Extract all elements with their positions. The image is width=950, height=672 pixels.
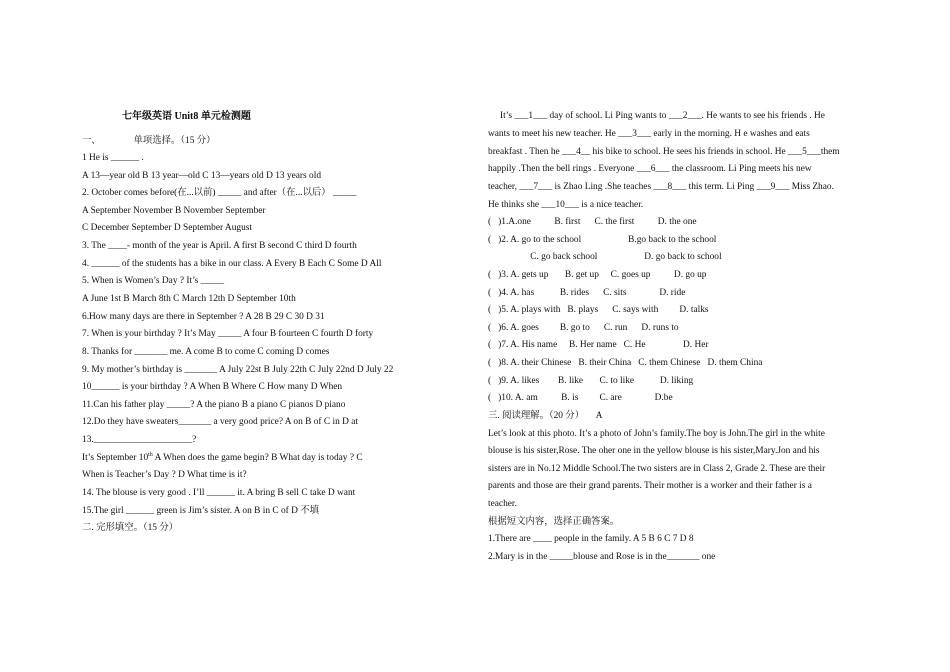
text-line: 15.The girl ______ green is Jim’s sister. A on B in C of D 不填	[82, 506, 319, 516]
question-row: 2.Mary is in the _____blouse and Rose is in the_______ one	[488, 552, 716, 562]
question-row: C. go back school D. go back to school	[488, 252, 722, 262]
text-line: 14. The blouse is very good . I’ll ______ it. A bring B sell C take D want	[82, 488, 356, 498]
superscript: th	[148, 451, 153, 458]
passage-line: wants to meet his new teacher. He ___3___ early in the morning. H e washes and eats	[488, 129, 810, 139]
instruction-line: 根据短文内容，选择正确答案。	[488, 517, 620, 527]
passage-line: happily .Then the bell rings . Everyone ___6___ the classroom. Li Ping meets his new	[488, 164, 812, 174]
passage-line: blouse is his sister,Rose. The oher one in the yellow blouse is his sister,Mary.Jon and his	[488, 446, 820, 456]
question-row: ( )10. A. am B. is C. are D.be	[488, 393, 673, 403]
text-line: 8. Thanks for _______ me. A come B to come C coming D comes	[82, 347, 330, 357]
question-row: ( )9. A. likes B. like C. to like D. liking	[488, 376, 694, 386]
section-heading: 二. 完形填空。（15 分）	[82, 523, 179, 533]
question-row: ( )8. A. their Chinese B. their China C. them Chinese D. them China	[488, 358, 763, 368]
text-line: A June 1st B March 8th C March 12th D September 10th	[82, 294, 296, 304]
text-line: 12.Do they have sweaters_______ a very good price? A on B of C in D at	[82, 417, 358, 427]
passage-line: He thinks she ___10___ is a nice teacher.	[488, 200, 644, 210]
passage-line: teacher, ___7___ is Zhao Ling .She teaches ___8___ this term. Li Ping ___9___ Miss Zhao.	[488, 182, 834, 192]
section-title: 单项选择。（15 分）	[133, 136, 216, 146]
question-row: ( )1.A.one B. first C. the first D. the one	[488, 217, 697, 227]
passage-line: breakfast . Then he ___4__ his bike to school. He sees his friends in school. He ___5___them	[488, 147, 840, 157]
text-line: When is Teacher’s Day ? D What time is it?	[82, 470, 247, 480]
question-row: ( )5. A. plays with B. plays C. says with D. talks	[488, 305, 709, 315]
question-row: ( )2. A. go to the school B.go back to the school	[488, 235, 717, 245]
text-line: A 13—year old B 13 year—old C 13—years old D 13 years old	[82, 171, 322, 181]
text-line: 11.Can his father play _____? A the piano B a piano C pianos D piano	[82, 400, 346, 410]
text-line: 10______ is your birthday ? A When B Where C How many D When	[82, 382, 343, 392]
question-row: ( )7. A. His name B. Her name C. He D. Her	[488, 340, 709, 350]
text-line: 9. My mother’s birthday is _______ A July 22st B July 22th C July 22nd D July 22	[82, 365, 394, 375]
section-heading: 三. 阅读理解。（20 分） A	[488, 411, 603, 421]
passage-line: It’s ___1___ day of school. Li Ping wants to ___2___. He wants to see his friends . He	[500, 111, 825, 121]
passage-line: parents and those are their grand parents. Their mother is a worker and their father is a	[488, 481, 812, 491]
text-line: 13._____________________?	[82, 435, 197, 445]
text-line: 7. When is your birthday ? It’s May _____ A four B fourteen C fourth D forty	[82, 329, 374, 339]
section-heading	[82, 133, 215, 151]
text-line: 6.How many days are there in September ? A 28 B 29 C 30 D 31	[82, 312, 325, 322]
text-line: A September November B November September	[82, 206, 266, 216]
text-line: 3. The ____- month of the year is April. A first B second C third D fourth	[82, 241, 357, 251]
question-row: ( )6. A. goes B. go to C. run D. runs to	[488, 323, 679, 333]
section-number: 一、	[82, 136, 101, 146]
page-title: 七年级英语 Unit8 单元检测题	[122, 111, 251, 122]
text-line: C December September D September August	[82, 223, 253, 233]
passage-line: sisters are in No.12 Middle School.The two sisters are in Class 2, Grade 2. These are their	[488, 464, 826, 474]
question-row: 1.There are ____ people in the family. A 5 B 6 C 7 D 8	[488, 534, 694, 544]
text-line	[82, 450, 363, 468]
text-line: 2. October comes before(在...以前) _____ and after（在...以后） _____	[82, 188, 357, 198]
text-line: 1 He is ______ .	[82, 153, 144, 163]
question-row: ( )4. A. has B. rides C. sits D. ride	[488, 288, 686, 298]
text-line: 5. When is Women’s Day ? It’s _____	[82, 276, 225, 286]
text-line: 4. ______ of the students has a bike in our class. A Every B Each C Some D All	[82, 259, 382, 269]
passage-line: Let’s look at this photo. It’s a photo of John’s family.The boy is John.The girl in the white	[488, 429, 825, 439]
text-fragment: It’s September 10	[82, 453, 149, 463]
text-fragment: A When does the game begin? B What day is today ? C	[152, 453, 363, 463]
question-row: ( )3. A. gets up B. get up C. goes up D. go up	[488, 270, 707, 280]
passage-line: teacher.	[488, 499, 517, 509]
